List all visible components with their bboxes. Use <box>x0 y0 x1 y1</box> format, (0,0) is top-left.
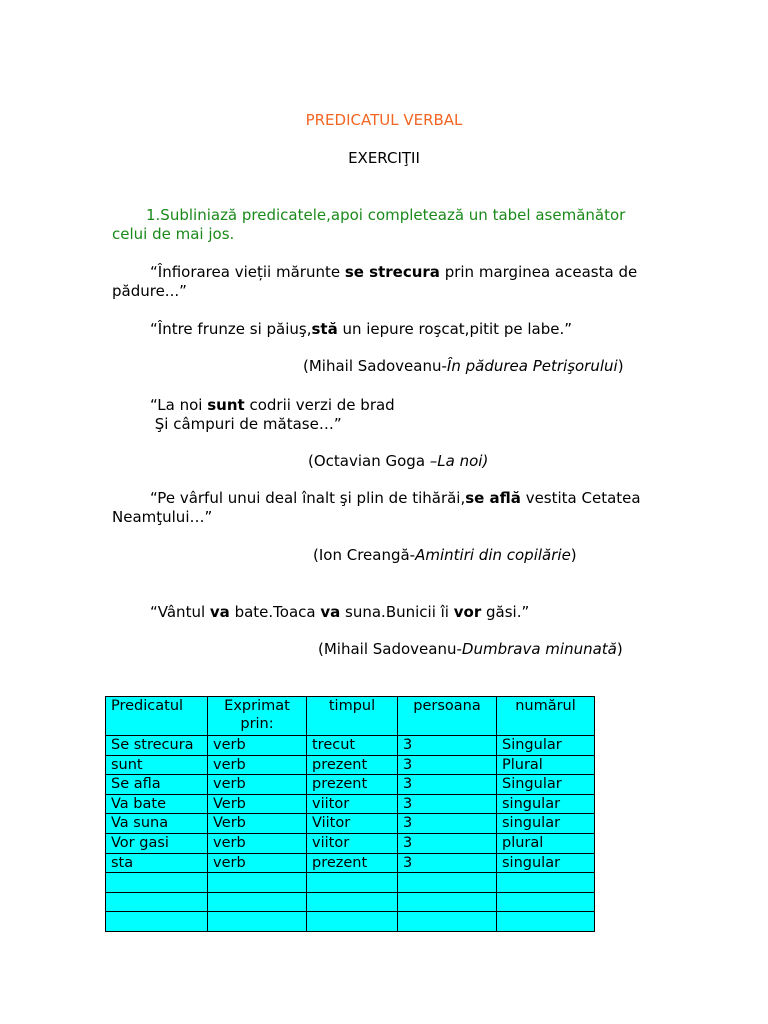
table-cell: Viitor <box>307 814 398 834</box>
quote-1-text-end: prin marginea aceasta de <box>439 263 638 281</box>
quote-2-text: “Între frunze si păiuş, <box>150 320 312 338</box>
table-row <box>106 892 595 912</box>
table-row <box>106 755 595 775</box>
source-1-close: ) <box>617 357 624 375</box>
predicate-table <box>105 696 595 932</box>
source-1 <box>303 357 624 375</box>
source-2-close: ) <box>482 452 489 470</box>
table-cell: verb <box>208 853 307 873</box>
table-cell <box>208 892 307 912</box>
table-cell: 3 <box>398 814 497 834</box>
quote-3 <box>112 396 395 434</box>
table-cell: 3 <box>398 736 497 756</box>
header-numarul: numărul <box>497 697 595 736</box>
quote-5-text-3: suna.Bunicii îi <box>340 603 454 621</box>
table-cell: prezent <box>307 853 398 873</box>
table-cell: singular <box>497 814 595 834</box>
table-cell: Se afla <box>106 775 208 795</box>
instruction-line-1: 1.Subliniază predicatele,apoi completează un tabel asemănător <box>146 206 626 224</box>
source-4-close: ) <box>616 640 623 658</box>
table-cell: 3 <box>398 833 497 853</box>
quote-2-text-end: un iepure roşcat,pitit pe labe.” <box>337 320 572 338</box>
table-cell: Verb <box>208 814 307 834</box>
quote-5-text-2: bate.Toaca <box>229 603 321 621</box>
header-exprimat-prin: Exprimat prin: <box>208 697 307 736</box>
table-row <box>106 814 595 834</box>
table-cell <box>497 912 595 932</box>
table-header-row <box>106 697 595 736</box>
quote-2 <box>112 320 572 339</box>
source-4 <box>318 640 623 658</box>
source-3 <box>313 546 577 564</box>
table-cell: Se strecura <box>106 736 208 756</box>
table-cell: verb <box>208 833 307 853</box>
source-3-work: Amintiri din copilărie <box>415 546 571 564</box>
source-1-work: În pădurea Petrişorului <box>446 357 618 375</box>
header-persoana: persoana <box>398 697 497 736</box>
source-3-close: ) <box>570 546 577 564</box>
quote-5-text-4: găsi.” <box>481 603 530 621</box>
table-cell: Verb <box>208 794 307 814</box>
table-cell: Singular <box>497 775 595 795</box>
exercise-instruction <box>112 206 652 244</box>
quote-1-predicate: se strecura <box>344 263 440 281</box>
quote-5 <box>112 603 529 622</box>
source-2-author: (Octavian Goga – <box>308 452 438 470</box>
table-row <box>106 833 595 853</box>
table-cell: verb <box>208 755 307 775</box>
table-cell: 3 <box>398 794 497 814</box>
quote-5-predicate-2: va <box>320 603 341 621</box>
quote-4-predicate: se află <box>465 489 521 507</box>
source-1-author: (Mihail Sadoveanu- <box>303 357 447 375</box>
table-cell: prezent <box>307 775 398 795</box>
table-cell: Va suna <box>106 814 208 834</box>
table-cell: prezent <box>307 755 398 775</box>
page-title: PREDICATUL VERBAL <box>305 111 463 129</box>
table-cell <box>208 873 307 893</box>
table-cell: 3 <box>398 775 497 795</box>
table-row <box>106 736 595 756</box>
table-cell: 3 <box>398 755 497 775</box>
quote-5-predicate-3: vor <box>453 603 482 621</box>
instruction-line-2: celui de mai jos. <box>112 225 235 243</box>
table-cell <box>398 912 497 932</box>
table-cell <box>106 912 208 932</box>
table-cell: viitor <box>307 794 398 814</box>
table-cell: Singular <box>497 736 595 756</box>
table-row <box>106 912 595 932</box>
source-2 <box>308 452 488 470</box>
table-cell: Plural <box>497 755 595 775</box>
quote-4-text-end: vestita Cetatea <box>520 489 641 507</box>
quote-3-text-end: codrii verzi de brad <box>244 396 395 414</box>
quote-3-line-2: Şi câmpuri de mătase…” <box>150 415 342 433</box>
table-cell <box>497 873 595 893</box>
table-cell <box>307 892 398 912</box>
header-predicatul: Predicatul <box>106 697 208 736</box>
header-timpul: timpul <box>307 697 398 736</box>
quote-1 <box>112 263 637 301</box>
table-cell: viitor <box>307 833 398 853</box>
table-cell <box>398 892 497 912</box>
table-cell: sta <box>106 853 208 873</box>
quote-4 <box>112 489 641 527</box>
source-4-author: (Mihail Sadoveanu- <box>318 640 462 658</box>
table-cell <box>208 912 307 932</box>
table-cell: Va bate <box>106 794 208 814</box>
table-cell: plural <box>497 833 595 853</box>
table-cell <box>307 912 398 932</box>
table-cell: trecut <box>307 736 398 756</box>
table-cell: Vor gasi <box>106 833 208 853</box>
page-subtitle: EXERCIŢII <box>348 149 420 167</box>
table-cell: verb <box>208 736 307 756</box>
table-cell: 3 <box>398 853 497 873</box>
quote-5-predicate-1: va <box>209 603 230 621</box>
table-cell <box>307 873 398 893</box>
source-4-work: Dumbrava minunată <box>461 640 617 658</box>
table-row <box>106 775 595 795</box>
quote-1-line-2: pădure...” <box>112 282 187 300</box>
quote-1-text: “Înfiorarea vieții mărunte <box>150 263 345 281</box>
table-row <box>106 794 595 814</box>
table-cell <box>497 892 595 912</box>
quote-4-text: “Pe vârful unui deal înalt şi plin de tihărăi, <box>150 489 466 507</box>
table-cell: sunt <box>106 755 208 775</box>
quote-3-predicate: sunt <box>207 396 245 414</box>
quote-4-line-2: Neamţului…” <box>112 508 213 526</box>
table-cell: singular <box>497 794 595 814</box>
table-cell: singular <box>497 853 595 873</box>
quote-2-predicate: stă <box>311 320 338 338</box>
quote-3-text: “La noi <box>150 396 208 414</box>
table-cell <box>106 873 208 893</box>
quote-5-text-1: “Vântul <box>150 603 210 621</box>
table-row <box>106 853 595 873</box>
source-2-work: La noi <box>437 452 483 470</box>
table-cell: verb <box>208 775 307 795</box>
table-cell <box>106 892 208 912</box>
table-row <box>106 873 595 893</box>
source-3-author: (Ion Creangă- <box>313 546 416 564</box>
table-cell <box>398 873 497 893</box>
